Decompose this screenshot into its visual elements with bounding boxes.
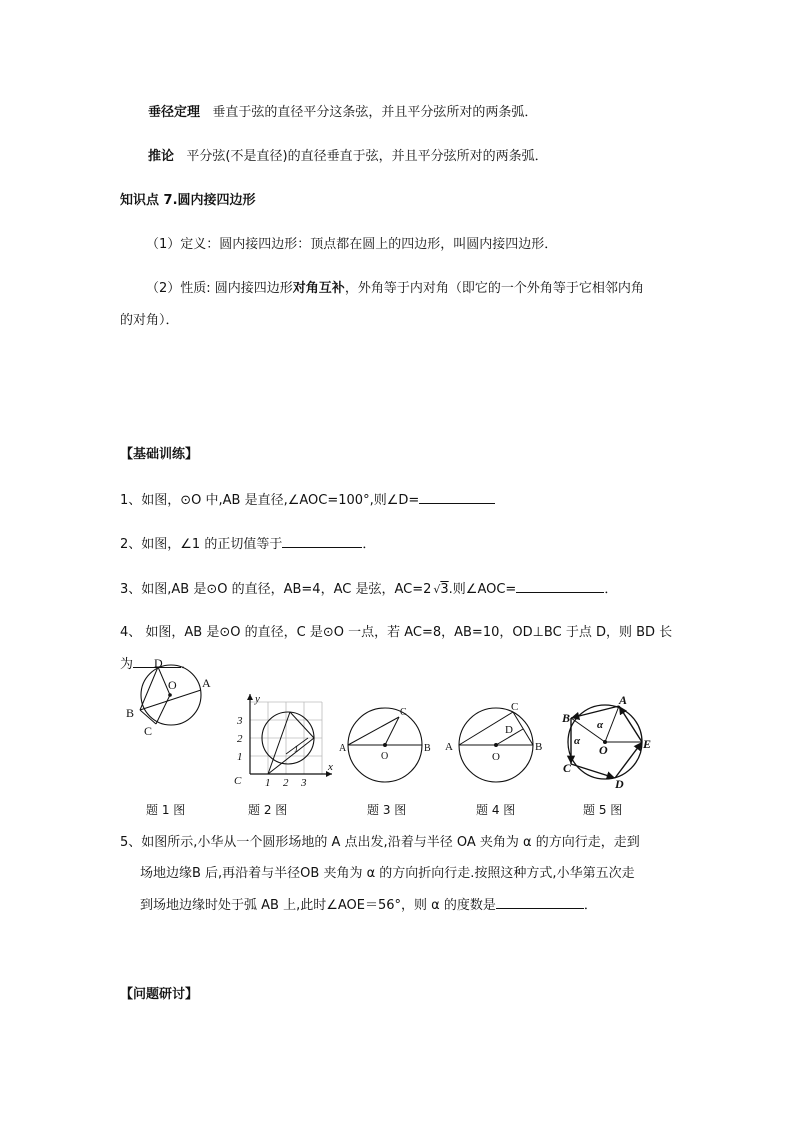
fig5-label-alpha-top: α — [597, 719, 604, 731]
caption-fig4: 题 4 图 — [476, 803, 516, 817]
theorem-text: 垂直于弦的直径平分这条弦，并且平分弦所对的两条弧． — [212, 105, 538, 120]
question-5-line-3 — [140, 896, 597, 915]
property-pre: （2）性质: 圆内接四边形 — [146, 281, 293, 296]
question-1-text: 1、如图，⊙O 中,AB 是直径,∠AOC=100°,则∠D= — [120, 493, 420, 508]
fig2-label-x: x — [328, 761, 333, 773]
definition-text: （1）定义：圆内接四边形：顶点都在圆上的四边形，叫圆内接四边形． — [146, 237, 558, 252]
fig2-tick-y2: 2 — [237, 733, 243, 745]
fig5-label-alpha-left: α — [574, 735, 581, 747]
question-4-prefix: 为 — [120, 657, 134, 672]
fig2-label-c: C — [234, 775, 242, 787]
corollary-line — [148, 148, 548, 166]
question-3-end: ． — [604, 582, 618, 597]
answer-blank-3[interactable] — [516, 580, 604, 593]
fig1-label-o: O — [168, 678, 177, 692]
fig2-tick-y3: 3 — [237, 715, 243, 727]
corollary-title: 推论 — [148, 149, 175, 164]
answer-blank-2[interactable] — [282, 535, 362, 548]
fig4-label-a: A — [445, 741, 453, 753]
fig3-label-c: C — [400, 707, 407, 718]
question-2-end: ． — [362, 537, 376, 552]
fig1-label-c: C — [144, 724, 153, 738]
question-3-mid: .则∠AOC= — [448, 582, 517, 597]
fig2-tick-x2: 2 — [283, 777, 289, 789]
property-bold: 对角互补 — [292, 281, 345, 296]
figure-5 — [557, 692, 657, 792]
fig5-label-o: O — [599, 743, 608, 757]
question-2 — [120, 535, 375, 554]
fig2-label-y: y — [255, 693, 260, 705]
fig4-label-b: B — [535, 741, 543, 753]
question-5-line-2: 场地边缘B 后,再沿着与半径OB 夹角为 α 的方向折向行走.按照这种方式,小华第五次走 — [140, 866, 635, 881]
corollary-text: 平分弦(不是直径)的直径垂直于弦，并且平分弦所对的两条弧． — [186, 149, 548, 164]
kp7-heading: 知识点 7.圆内接四边形 — [120, 193, 256, 208]
caption-fig2: 题 2 图 — [248, 803, 288, 817]
property-post: ，外角等于内对角（即它的一个外角等于它相邻内角 — [344, 281, 644, 296]
question-3-pre: 3、如图,AB 是⊙O 的直径，AB=4，AC 是弦，AC=2 — [120, 582, 432, 597]
caption-fig3: 题 3 图 — [367, 803, 407, 817]
theorem-line — [148, 104, 537, 122]
fig1-label-a: A — [202, 676, 211, 690]
caption-fig5: 题 5 图 — [583, 803, 623, 817]
fig4-label-d: D — [505, 724, 513, 736]
fig5-label-c: C — [563, 761, 572, 775]
answer-blank-5[interactable] — [496, 896, 584, 909]
basic-heading: 【基础训练】 — [120, 447, 199, 462]
fig5-label-a: A — [619, 693, 628, 707]
property-line-2: 的对角）． — [120, 313, 179, 328]
caption-fig1: 题 1 图 — [146, 803, 186, 817]
property-line — [146, 280, 644, 298]
fig5-label-d: D — [615, 777, 624, 791]
question-5-text: 到场地边缘时处于弧 AB 上,此时∠AOE＝56°，则 α 的度数是 — [140, 898, 496, 913]
fig2-tick-x3: 3 — [301, 777, 307, 789]
fig2-angle-1: 1 — [294, 744, 299, 754]
fig4-label-c: C — [511, 701, 519, 713]
sqrt-symbol: √3 — [433, 582, 449, 597]
question-5-line-1: 5、如图所示,小华从一个圆形场地的 A 点出发,沿着与半径 OA 夹角为 α 的方向行走，走到 — [120, 835, 640, 850]
fig1-label-b: B — [126, 706, 135, 720]
sqrt-radicand: 3 — [440, 582, 449, 597]
fig3-label-b: B — [424, 743, 431, 754]
research-heading: 【问题研讨】 — [120, 987, 199, 1002]
figure-1 — [118, 655, 224, 743]
question-4-line-1: 4、 如图，AB 是⊙O 的直径，C 是⊙O 一点，若 AC=8，AB=10，OD⊥BC 于点 D，则 BD 长 — [120, 625, 673, 640]
question-4-end: ． — [181, 657, 195, 672]
fig3-label-o: O — [381, 751, 389, 762]
fig1-label-d: D — [154, 656, 163, 670]
figure-3 — [335, 705, 435, 785]
fig2-tick-x1: 1 — [265, 777, 271, 789]
fig4-label-o: O — [492, 751, 500, 763]
fig3-label-a: A — [339, 743, 347, 754]
theorem-title: 垂径定理 — [148, 105, 201, 120]
fig2-tick-y1: 1 — [237, 751, 243, 763]
fig5-label-b: B — [562, 711, 571, 725]
question-2-text: 2、如图，∠1 的正切值等于 — [120, 537, 283, 552]
figure-4 — [443, 700, 549, 784]
question-3 — [120, 580, 617, 599]
figure-2 — [228, 690, 340, 790]
fig5-label-e: E — [643, 737, 652, 751]
answer-blank-1[interactable] — [419, 491, 495, 504]
question-5-end: ． — [583, 898, 597, 913]
question-1 — [120, 491, 495, 510]
